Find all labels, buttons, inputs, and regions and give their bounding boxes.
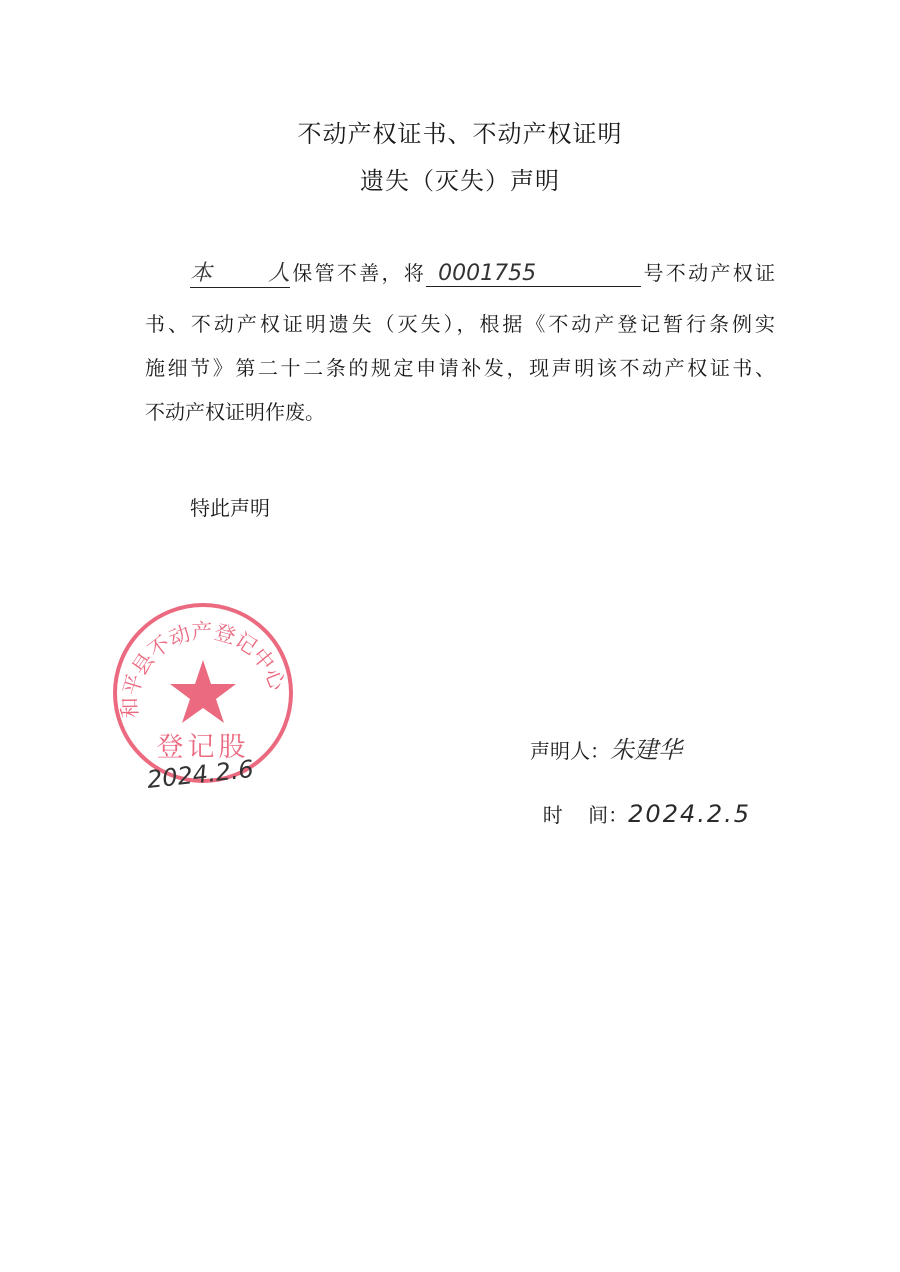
closing-text: 特此声明 bbox=[190, 496, 270, 520]
date-row bbox=[530, 775, 751, 828]
declarant-label: 声明人： bbox=[530, 739, 610, 763]
owner-handwritten: 本人 bbox=[190, 256, 290, 288]
body-text: 号不动产权证 bbox=[641, 261, 776, 285]
body-text: 保管不善，将 bbox=[290, 261, 427, 285]
seal-center-text: 登记股 bbox=[156, 732, 250, 763]
declarant-row bbox=[530, 730, 682, 765]
star-icon bbox=[170, 660, 236, 723]
body-line-4: 不动产权证明作废。 bbox=[145, 400, 325, 424]
title-line-2: 遗失（灭失）声明 bbox=[360, 167, 560, 195]
body-line-1 bbox=[190, 256, 775, 288]
title-line-1: 不动产权证书、不动产权证明 bbox=[297, 120, 623, 148]
seal-date-handwritten: 2024.2.6 bbox=[145, 754, 255, 794]
declarant-signature: 朱建华 bbox=[610, 736, 682, 764]
body-line-2: 书、不动产权证明遗失（灭失），根据《不动产登记暂行条例实 bbox=[145, 312, 775, 336]
declaration-date: 2024.2.5 bbox=[628, 800, 752, 828]
body-line-3: 施细节》第二十二条的规定申请补发，现声明该不动产权证书、 bbox=[145, 356, 775, 380]
seal-ring-text: 和平县不动产登记中心 bbox=[117, 619, 290, 719]
certificate-number: 0001755 bbox=[426, 261, 641, 287]
official-seal bbox=[108, 598, 298, 798]
date-label: 时 间： bbox=[542, 803, 629, 827]
